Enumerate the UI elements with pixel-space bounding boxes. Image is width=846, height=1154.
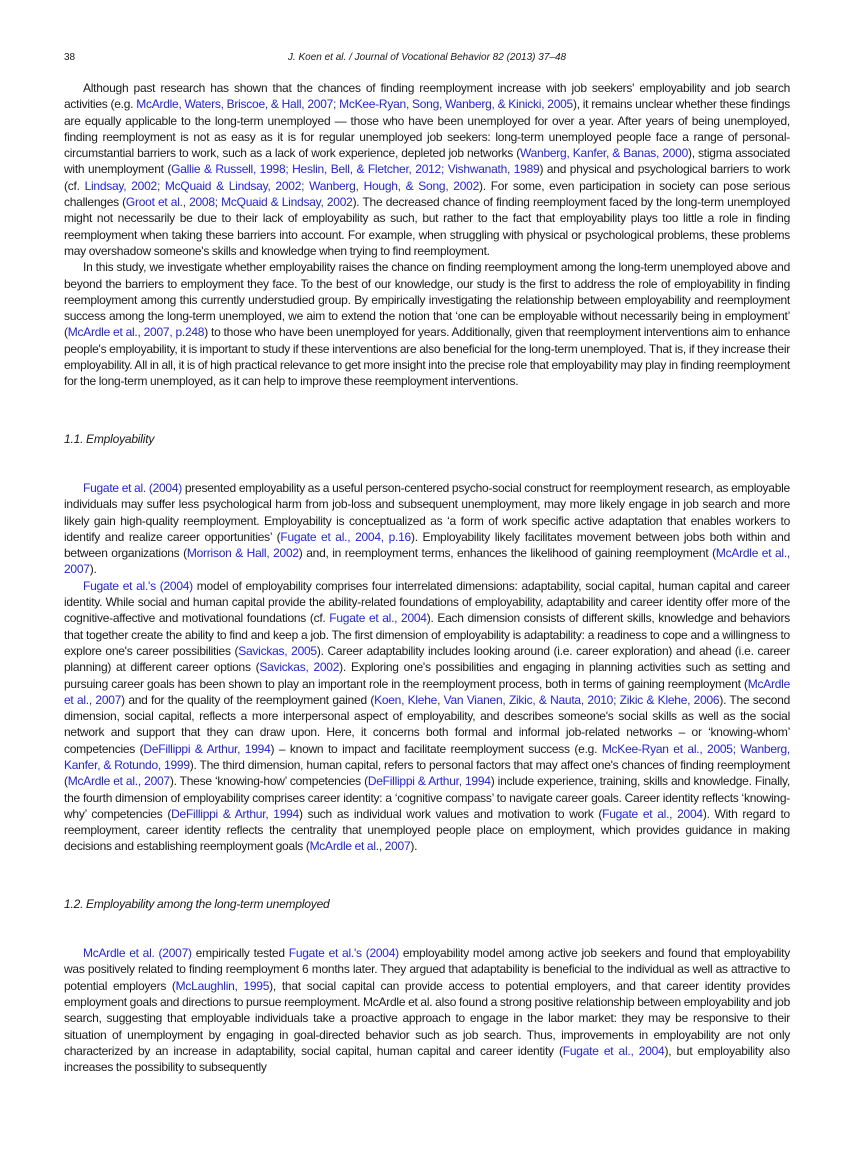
paragraph-text: ), it remains unclear whether these findings are equally applicable to the long-term unemployed — those who have been unemployed for over a year. After years of being unemployed, finding reemployment is not as easy as it is for regular unemployed job seekers: long-term unemployed people face a range of personal-circumstantial barriers to work, such as a lack of work experience, depleted job networks ( xyxy=(64,97,790,161)
paragraph-text: ). Exploring one's possibilities and engaging in planning activities such as setting and pursuing career goals has been shown to play an important role in the reemployment process, both in terms of gaining reemployment ( xyxy=(64,660,790,691)
citation-link[interactable]: Fugate et al.'s (2004) xyxy=(83,578,193,593)
paragraph-text: employability model among active job seekers and found that employability was positively related to finding reemployment 6 months later. They argued that adaptability is beneficial to the individual as well as attractive to potential employers ( xyxy=(64,946,790,993)
paragraph-text: presented employability as a useful person-centered psycho-social construct for reemployment research, as employable individuals may suffer less psychological harm from job-loss and subsequent unemployment, may more likely engage in job search and more likely gain high-quality reemployment. Employability is conceptualized as ‘a form of work specific active adaptation that enables workers to identify and realize career opportunities’ ( xyxy=(64,480,790,544)
citation-link[interactable]: Fugate et al. (2004) xyxy=(83,480,183,495)
paragraph-text: ) include experience, training, skills and knowledge. Finally, the fourth dimension of employability comprises career identity: a ‘cognitive compass’ to navigate career goals. Career identity reflects ‘knowing-why’ competencies ( xyxy=(64,774,790,821)
citation-link[interactable]: DeFillippi & Arthur, 1994 xyxy=(367,774,491,789)
article-body xyxy=(64,80,790,1075)
paragraph-text: ), that social capital can provide access to potential employers, and that career identity provides employment goals and directions to pursue reemployment. McArdle et al. also found a strong positive relationship between employability and job search, suggesting that employable individuals take a proactive approach to engage in the labor market: they may be responsive to their situation of unemployment by engaging in goal-directed behavior such as job search. Thus, improvements in employability are not only characterized by an increase in adaptability, social capital, human capital and career identity ( xyxy=(64,978,790,1058)
page-header xyxy=(64,52,790,68)
citation-link[interactable]: Fugate et al., 2004, p.16 xyxy=(280,529,411,544)
citation-link[interactable]: DeFillippi & Arthur, 1994 xyxy=(171,806,299,821)
paragraph-text: ) and physical and psychological barriers to work (cf. xyxy=(64,162,790,193)
citation-link[interactable]: Fugate et al., 2004 xyxy=(562,1043,665,1058)
page-number: 38 xyxy=(64,52,76,63)
paragraph-text: In this study, we investigate whether employability raises the chance on finding reemployment among the long-term unemployed above and beyond the barriers to employment they face. To the best of our knowledge, our study is the first to address the role of employability in finding reemployment among this currently understudied group. By empirically investigating the relationship between employability and reemployment success among the long-term unemployed, we aim to extend the notion that ‘one can be employable without necessarily being in employment’ ( xyxy=(64,260,790,340)
citation-link[interactable]: McArdle et al., 2007 xyxy=(64,676,790,707)
citation-link[interactable]: Gallie & Russell, 1998; Heslin, Bell, & Fletcher, 2012; Vishwanath, 1989 xyxy=(171,162,540,177)
citation-link[interactable]: Lindsay, 2002; McQuaid & Lindsay, 2002; Wanberg, Hough, & Song, 2002 xyxy=(84,178,479,193)
paragraph-text: ). These ‘knowing-how’ competencies ( xyxy=(169,774,368,789)
paragraph-text: ). With regard to reemployment, career identity reflects the centrality that unemployed people place on employment, which provides guidance in making decisions and establishing reemployment goals ( xyxy=(64,806,790,854)
citation-link[interactable]: McKee-Ryan et al., 2005; Wanberg, Kanfer, & Rotundo, 1999 xyxy=(64,741,791,772)
citation-link[interactable]: Groot et al., 2008; McQuaid & Lindsay, 2002 xyxy=(125,195,353,210)
paragraph-text: ). The second dimension, social capital, reflects a more interpersonal aspect of employability, and describes someone's social skills as well as the social network and support that they can draw upon. Here, it concerns both formal and informal job-related networks – or ‘knowing-whom’ competencies ( xyxy=(64,692,790,756)
paragraph-text: Although past research has shown that the chances of finding reemployment increase with job seekers' employability and job search activities (e.g. xyxy=(64,81,790,112)
citation-link[interactable]: Wanberg, Kanfer, & Banas, 2000 xyxy=(519,146,689,161)
section-heading: 1.2. Employability among the long-term unemployed xyxy=(64,896,330,911)
paragraph-text: ). Employability likely facilitates movement between jobs both within and between organizations ( xyxy=(64,529,790,561)
citation-link[interactable]: Fugate et al.'s (2004) xyxy=(288,946,399,961)
citation-link[interactable]: McArdle et al., 2007 xyxy=(309,839,411,854)
paragraph-text: ). The third dimension, human capital, refers to personal factors that may affect one's chances of finding reemployment ( xyxy=(64,757,790,789)
paragraph-text: ). xyxy=(89,562,97,577)
paragraph-text: ) – known to impact and facilitate reemployment success (e.g. xyxy=(270,741,602,756)
paragraph xyxy=(64,80,790,259)
citation-link[interactable]: Morrison & Hall, 2002 xyxy=(186,546,299,561)
citation-link[interactable]: McArdle, Waters, Briscoe, & Hall, 2007; McKee-Ryan, Song, Wanberg, & Kinicki, 2005 xyxy=(136,97,573,112)
citation-link[interactable]: Fugate et al., 2004 xyxy=(602,806,703,821)
paragraph-text: ) such as individual work values and motivation to work ( xyxy=(298,806,603,821)
paragraph-text: ), but employability also increases the possibility to subsequently xyxy=(64,1043,790,1075)
paragraph-text: ). The decreased chance of finding reemployment faced by the long-term unemployed might not necessarily be due to their lack of employability as such, but rather to the fact that employability plays too little a role in finding reemployment when taking these barriers into account. For example, when struggling with physical or psychological problems, these problems may overshadow someone's skills and knowledge when trying to find reemployment. xyxy=(64,195,790,258)
section-heading: 1.1. Employability xyxy=(64,431,155,446)
running-title: J. Koen et al. / Journal of Vocational Behavior 82 (2013) 37–48 xyxy=(287,52,567,63)
paragraph-text: ) and for the quality of the reemployment gained ( xyxy=(121,692,375,707)
citation-link[interactable]: DeFillippi & Arthur, 1994 xyxy=(143,741,271,756)
paragraph-text: model of employability comprises four interrelated dimensions: adaptability, social capital, human capital and career identity. While social and human capital provide the ability-related foundations of employability, adaptability and career identity offer more of the cognitive-affective and motivational foundations (cf. xyxy=(64,578,790,626)
paragraph-text: ) and, in reemployment terms, enhances the likelihood of gaining reemployment ( xyxy=(298,546,716,561)
citation-link[interactable]: Fugate et al., 2004 xyxy=(329,611,427,626)
citation-link[interactable]: Koen, Klehe, Van Vianen, Zikic, & Nauta, 2010; Zikic & Klehe, 2006 xyxy=(374,692,720,707)
citation-link[interactable]: Savickas, 2005 xyxy=(238,643,317,658)
paragraph-text: ). Each dimension consists of different skills, knowledge and behaviors that together create the ability to find and keep a job. The first dimension of employability is adaptability: a readiness to cope and a willingness to explore one's career possibilities ( xyxy=(64,611,790,658)
paragraph xyxy=(64,945,790,1075)
citation-link[interactable]: McArdle et al. (2007) xyxy=(83,946,192,961)
paragraph-text: ) to those who have been unemployed for years. Additionally, given that reemployment interventions aim to enhance people's employability, it is important to study if these interventions are also beneficial for the long-term unemployed. That is, if they increase their employability. All in all, it is of high practical relevance to get more insight into the precise role that employability may play in finding reemployment for the long-term unemployed, as it can help to improve these reemployment interventions. xyxy=(64,325,790,389)
citation-link[interactable]: McLaughlin, 1995 xyxy=(175,978,270,993)
citation-link[interactable]: McArdle et al., 2007 xyxy=(64,546,790,577)
paragraph-text: ). xyxy=(410,839,418,854)
citation-link[interactable]: McArdle et al., 2007 xyxy=(67,774,170,789)
paragraph-text: ), stigma associated with unemployment ( xyxy=(64,146,790,177)
paragraph xyxy=(64,480,790,578)
citation-link[interactable]: Savickas, 2002 xyxy=(259,660,340,675)
paragraph-text: ). For some, even participation in society can pose serious challenges ( xyxy=(64,178,790,210)
paragraph-text: ). Career adaptability includes looking around (i.e. career exploration) and ahead (i.e. career planning) at different career options ( xyxy=(64,643,790,675)
paragraph xyxy=(64,578,790,855)
citation-link[interactable]: McArdle et al., 2007, p.248 xyxy=(67,325,205,340)
paragraph xyxy=(64,259,790,389)
paragraph-text: empirically tested xyxy=(191,946,289,961)
